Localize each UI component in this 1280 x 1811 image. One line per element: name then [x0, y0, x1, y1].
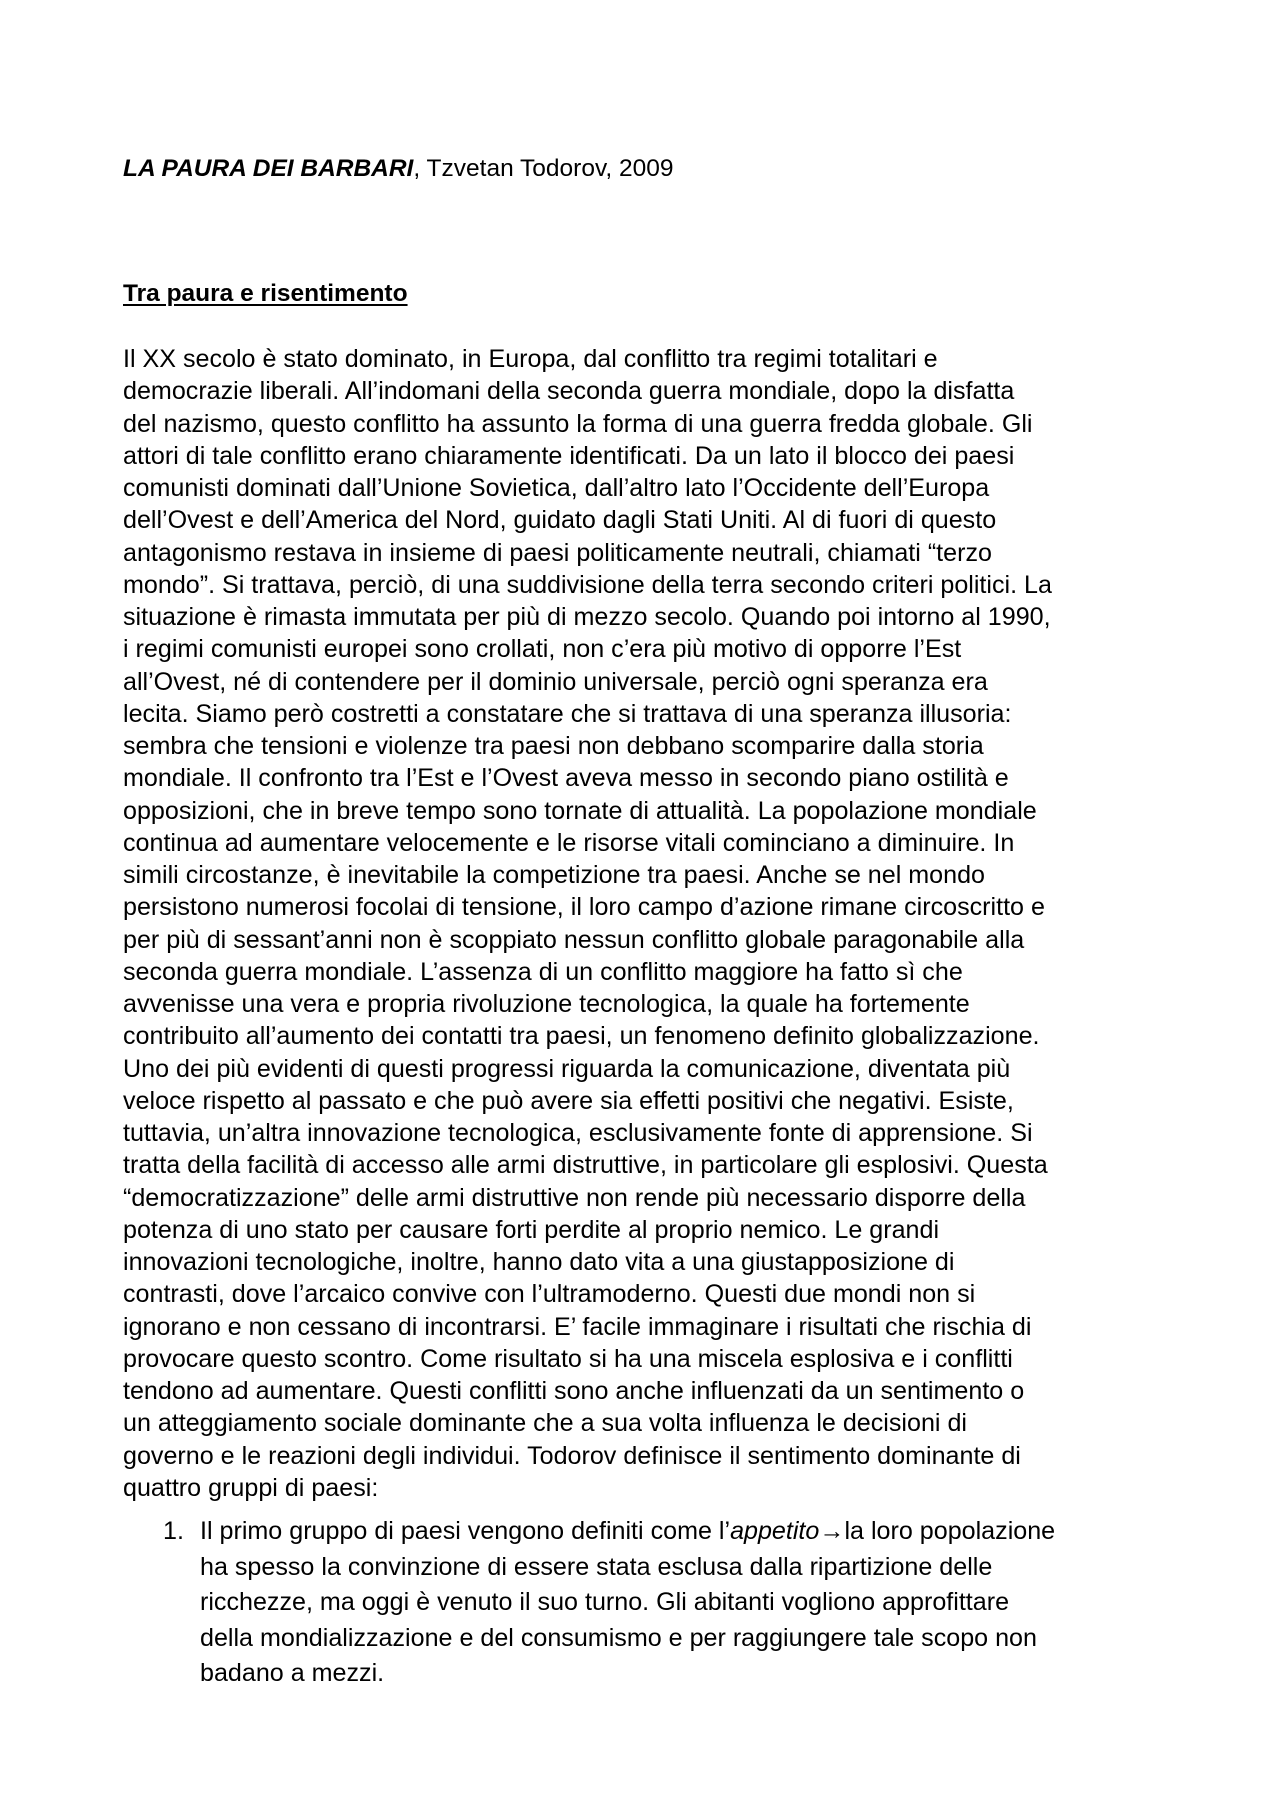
- emphasized-term: appetito: [730, 1517, 820, 1545]
- list-item-line: ha spesso la convinzione di essere stata esclusa dalla ripartizione delle: [200, 1552, 993, 1581]
- body-line: tuttavia, un’altra innovazione tecnologica, esclusivamente fonte di apprensione. Si: [123, 1119, 1033, 1147]
- body-line: seconda guerra mondiale. L’assenza di un conflitto maggiore ha fatto sì che: [123, 957, 963, 986]
- list-item-text: →la loro popolazione: [819, 1517, 1056, 1545]
- body-line: continua ad aumentare velocemente e le risorse vitali cominciano a diminuire. In: [123, 828, 1015, 857]
- body-line: mondo”. Si trattava, perciò, di una suddivisione della terra secondo criteri politici. La: [123, 570, 1052, 599]
- body-line: democrazie liberali. All’indomani della seconda guerra mondiale, dopo la disfatta: [123, 377, 1015, 406]
- body-line: contribuito all’aumento dei contatti tra paesi, un fenomeno definito globalizzazione.: [123, 1022, 1040, 1051]
- list-item-text: Il primo gruppo di paesi vengono definiti come l’: [200, 1517, 731, 1545]
- body-line: lecita. Siamo però costretti a constatare che si trattava di una speranza illusoria:: [123, 699, 1012, 728]
- body-line: comunisti dominati dall’Unione Sovietica, dall’altro lato l’Occidente dell’Europa: [123, 474, 990, 502]
- body-line: avvenisse una vera e propria rivoluzione tecnologica, la quale ha fortemente: [123, 990, 970, 1018]
- body-line: i regimi comunisti europei sono crollati, non c’era più motivo di opporre l’Est: [123, 635, 962, 664]
- list-item-line: della mondializzazione e del consumismo e per raggiungere tale scopo non: [200, 1623, 1037, 1652]
- body-line: tendono ad aumentare. Questi conflitti sono anche influenzati da un sentimento o: [123, 1377, 1025, 1405]
- body-line: Il XX secolo è stato dominato, in Europa, dal conflitto tra regimi totalitari e: [123, 345, 938, 373]
- body-line: “democratizzazione” delle armi distruttive non rende più necessario disporre della: [123, 1183, 1026, 1212]
- body-paragraph: [123, 343, 1163, 1504]
- body-line: situazione è rimasta immutata per più di mezzo secolo. Quando poi intorno al 1990,: [123, 603, 1051, 631]
- body-line: mondiale. Il confronto tra l’Est e l’Ovest aveva messo in secondo piano ostilità e: [123, 764, 1009, 793]
- body-line: per più di sessant’anni non è scoppiato nessun conflitto globale paragonabile alla: [123, 925, 1025, 954]
- list-item-number: 1.: [163, 1517, 184, 1545]
- body-line: simili circostanze, è inevitabile la competizione tra paesi. Anche se nel mondo: [123, 861, 985, 889]
- document-title: [123, 153, 674, 185]
- body-line: veloce rispetto al passato e che può avere sia effetti positivi che negativi. Esiste,: [123, 1086, 1014, 1115]
- list-item-line: [200, 1514, 1163, 1550]
- body-line: dell’Ovest e dell’America del Nord, guidato dagli Stati Uniti. Al di fuori di questo: [123, 506, 997, 535]
- author-year: , Tzvetan Todorov, 2009: [413, 155, 674, 182]
- body-line: un atteggiamento sociale dominante che a sua volta influenza le decisioni di: [123, 1409, 967, 1438]
- body-line: attori di tale conflitto erano chiaramente identificati. Da un lato il blocco dei paesi: [123, 441, 1015, 470]
- body-line: sembra che tensioni e violenze tra paesi non debbano scomparire dalla storia: [123, 732, 984, 760]
- body-line: contrasti, dove l’arcaico convive con l’ultramoderno. Questi due mondi non si: [123, 1280, 976, 1309]
- numbered-list: [123, 1514, 1163, 1692]
- book-title: LA PAURA DEI BARBARI: [123, 155, 414, 182]
- list-item: [123, 1514, 1163, 1692]
- body-line: potenza di uno stato per causare forti perdite al proprio nemico. Le grandi: [123, 1215, 940, 1244]
- body-line: opposizioni, che in breve tempo sono tornate di attualità. La popolazione mondiale: [123, 796, 1037, 825]
- body-line: del nazismo, questo conflitto ha assunto la forma di una guerra fredda globale. Gli: [123, 409, 1033, 438]
- list-item-line: ricchezze, ma oggi è venuto il suo turno. Gli abitanti vogliono approfittare: [200, 1588, 1010, 1616]
- body-line: quattro gruppi di paesi:: [123, 1473, 379, 1502]
- body-line: Uno dei più evidenti di questi progressi riguarda la comunicazione, diventata più: [123, 1054, 1011, 1083]
- body-line: antagonismo restava in insieme di paesi politicamente neutrali, chiamati “terzo: [123, 538, 992, 567]
- section-heading: Tra paura e risentimento: [123, 280, 408, 307]
- body-line: provocare questo scontro. Come risultato si ha una miscela esplosiva e i conflitti: [123, 1344, 1013, 1373]
- body-line: tratta della facilità di accesso alle armi distruttive, in particolare gli esplosivi. Questa: [123, 1151, 1048, 1180]
- body-line: persistono numerosi focolai di tensione, il loro campo d’azione rimane circoscritto e: [123, 893, 1045, 922]
- body-line: innovazioni tecnologiche, inoltre, hanno dato vita a una giustapposizione di: [123, 1248, 955, 1276]
- body-line: ignorano e non cessano di incontrarsi. E’ facile immaginare i risultati che rischia di: [123, 1312, 1032, 1341]
- body-line: all’Ovest, né di contendere per il dominio universale, perciò ogni speranza era: [123, 667, 988, 696]
- body-line: governo e le reazioni degli individui. Todorov definisce il sentimento dominante di: [123, 1441, 1021, 1470]
- list-item-line: badano a mezzi.: [200, 1659, 385, 1687]
